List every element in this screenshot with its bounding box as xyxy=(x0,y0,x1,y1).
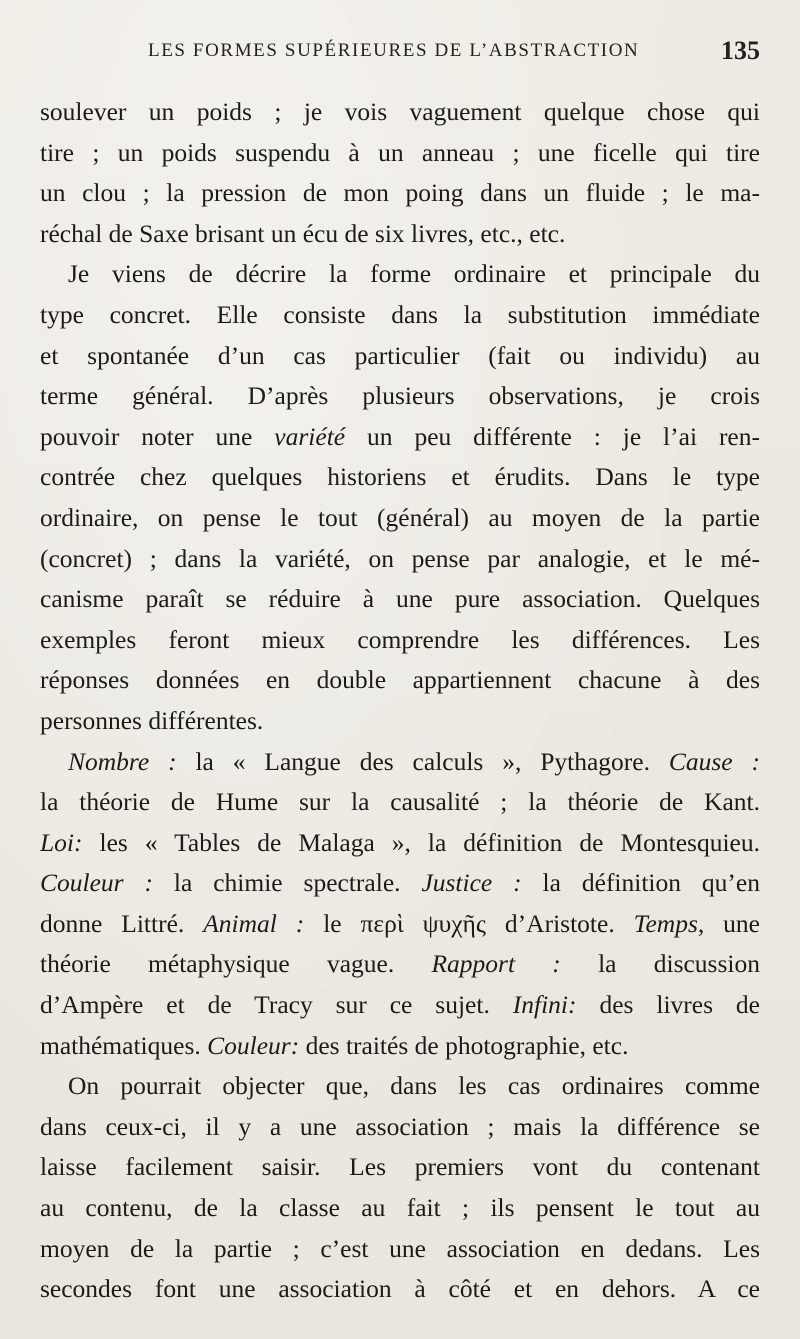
text-line: mathématiques. Couleur: des traités de photographie, etc. xyxy=(40,1030,629,1060)
text-line: secondes font une association à côté et en dehors. A ce xyxy=(40,1274,760,1304)
text-line: pouvoir noter une variété un peu différente : je l’ai ren- xyxy=(40,421,760,451)
text-line: Nombre : la « Langue des calculs », Pythagore. Cause : xyxy=(68,746,760,776)
text-line: terme général. D’après plusieurs observations, je crois xyxy=(40,381,760,411)
text-line: soulever un poids ; je vois vaguement quelque chose qui xyxy=(40,97,760,126)
text-line: réchal de Saxe brisant un écu de six livres, etc., etc. xyxy=(40,218,566,248)
text-line: d’Ampère et de Tracy sur ce sujet. Infini: des livres de xyxy=(40,990,761,1020)
paragraph xyxy=(40,254,760,741)
page-number: 135 xyxy=(721,36,760,65)
text-line: la théorie de Hume sur la causalité ; la théorie de Kant. xyxy=(40,787,760,817)
text-line: un clou ; la pression de mon poing dans un fluide ; le ma- xyxy=(40,178,760,208)
text-line: On pourrait objecter que, dans les cas ordinaires comme xyxy=(68,1071,760,1101)
running-header xyxy=(40,36,760,66)
paragraph xyxy=(40,1066,760,1310)
text-line: réponses données en double appartiennent chacune à des xyxy=(40,665,760,695)
body-text xyxy=(40,92,760,1310)
text-line: et spontanée d’un cas particulier (fait ou individu) au xyxy=(40,340,760,370)
paragraph xyxy=(40,92,760,254)
text-line: au contenu, de la classe au fait ; ils pensent le tout au xyxy=(40,1193,760,1223)
text-line: (concret) ; dans la variété, on pense par analogie, et le mé- xyxy=(40,543,760,573)
text-line: donne Littré. Animal : le περὶ ψυχῆς d’Aristote. Temps, une xyxy=(40,908,760,938)
text-line: canisme paraît se réduire à une pure association. Quelques xyxy=(40,584,760,614)
text-line: personnes différentes. xyxy=(40,705,264,735)
text-line: contrée chez quelques historiens et érudits. Dans le type xyxy=(40,462,760,492)
paragraph xyxy=(40,742,760,1067)
text-line: dans ceux-ci, il y a une association ; mais la différence se xyxy=(40,1111,760,1141)
text-line: tire ; un poids suspendu à un anneau ; une ficelle qui tire xyxy=(40,137,760,167)
text-line: ordinaire, on pense le tout (général) au moyen de la partie xyxy=(40,502,760,532)
text-line: laisse facilement saisir. Les premiers vont du contenant xyxy=(40,1152,760,1182)
text-line: Loi: les « Tables de Malaga », la définition de Montesquieu. xyxy=(40,827,760,857)
text-line: exemples feront mieux comprendre les différences. Les xyxy=(40,624,760,654)
text-line: Couleur : la chimie spectrale. Justice : la définition qu’en xyxy=(40,868,760,898)
text-line: type concret. Elle consiste dans la substitution immédiate xyxy=(40,299,760,329)
text-line: Je viens de décrire la forme ordinaire et principale du xyxy=(68,259,760,289)
running-title: LES FORMES SUPÉRIEURES DE L’ABSTRACTION xyxy=(148,40,640,61)
text-line: moyen de la partie ; c’est une association en dedans. Les xyxy=(40,1233,760,1263)
text-line: théorie métaphysique vague. Rapport : la discussion xyxy=(40,949,760,979)
